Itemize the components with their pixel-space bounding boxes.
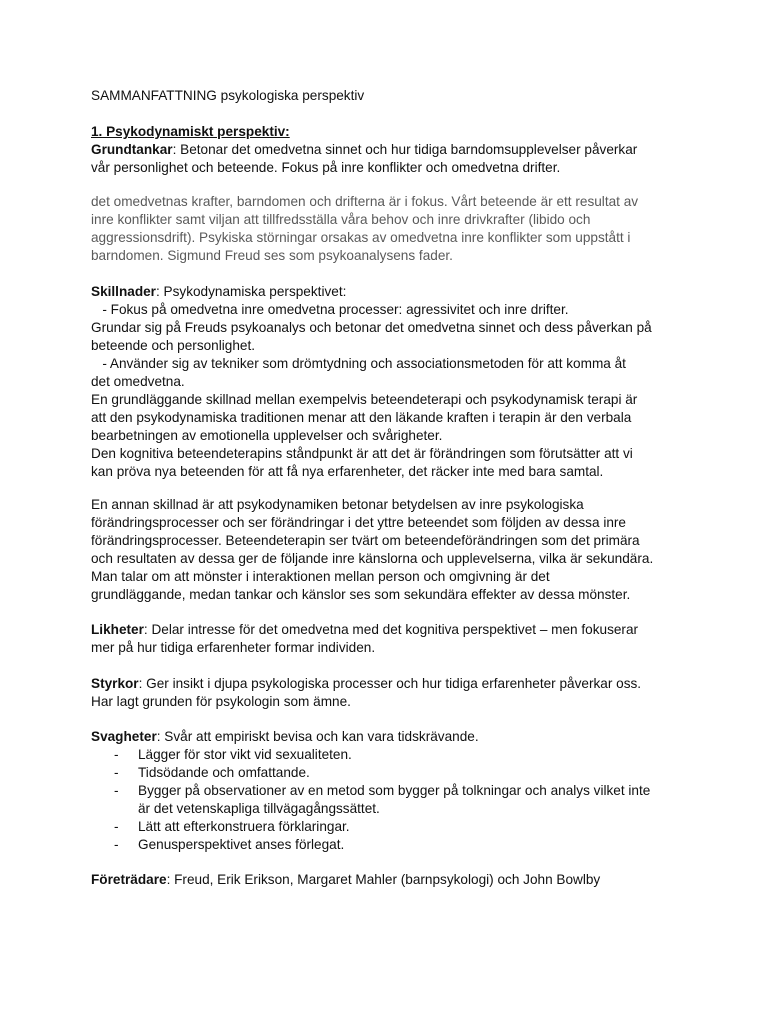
dash-bullet: - [114,819,119,834]
list-item [91,782,691,800]
list-item-text: Lätt att efterkonstruera förklaringar. [138,819,350,834]
skillnader-line: det omedvetna. [91,374,185,389]
foretradare-label: Företrädare [91,872,167,887]
likheter-text: mer på hur tidiga erfarenheter formar individen. [91,640,376,655]
svagheter-line [91,728,691,746]
svagheter-text: : Svår att empiriskt bevisa och kan vara tidskrävande. [156,729,479,744]
paragraph-line: förändringsprocesser. Beteendeterapin ser tvärt om beteendeförändringen som det primära [91,533,640,548]
styrkor-text: Har lagt grunden för psykologin som ämne. [91,694,351,709]
list-item [91,836,691,854]
list-item-continuation [91,800,691,818]
skillnader-line: En grundläggande skillnad mellan exempelvis beteendeterapi och psykodynamisk terapi är [91,392,638,407]
list-item-text: Genusperspektivet anses förlegat. [138,837,345,852]
document-title: SAMMANFATTNING psykologiska perspektiv [91,88,365,103]
grundtankar-text: vår personlighet och beteende. Fokus på inre konflikter och omedvetna drifter. [91,160,561,175]
dash-bullet: - [114,783,119,798]
skillnader-line: att den psykodynamiska traditionen menar att den läkande kraften i terapin är den verbala [91,410,632,425]
styrkor-section [91,675,691,711]
paragraph-line: och resultaten av dessa ger de följande inre känslorna och upplevelserna, vilka är sekundära. [91,551,654,566]
styrkor-line [91,675,691,693]
svagheter-section [91,728,691,854]
styrkor-label: Styrkor [91,676,139,691]
paragraph-line: inre konflikter samt viljan att tillfredsställa våra behov och inre drivkrafter (libido och [91,212,591,227]
list-item [91,818,691,836]
skillnader-line: Den kognitiva beteendeterapins ståndpunkt är att det är förändringen som förutsätter att vi [91,446,633,461]
list-item-text: Tidsödande och omfattande. [138,765,310,780]
grundtankar-text: : Betonar det omedvetna sinnet och hur tidiga barndomsupplevelser påverkar [172,142,638,157]
styrkor-text: : Ger insikt i djupa psykologiska processer och hur tidiga erfarenheter påverkar oss. [138,676,642,691]
section-psykodynamiskt [91,123,691,177]
list-item-text: Lägger för stor vikt vid sexualiteten. [138,747,352,762]
skillnader-section [91,283,691,481]
list-item [91,746,691,764]
skillnader-line: bearbetningen av emotionella upplevelser och svårigheter. [91,428,443,443]
paragraph-line: aggressionsdrift). Psykiska störningar orsakas av omedvetna inre konflikter som uppstått i [91,230,631,245]
intro-paragraph [91,193,691,265]
skillnader-heading-line [91,283,691,301]
dash-bullet: - [114,765,119,780]
skillnader-intro: : Psykodynamiska perspektivet: [155,284,347,299]
paragraph-line: En annan skillnad är att psykodynamiken betonar betydelsen av inre psykologiska [91,497,584,512]
paragraph-line: förändringsprocesser och ser förändringar i det yttre beteendet som följden av dessa inre [91,515,626,530]
skillnader-line: kan pröva nya beteenden för att få nya erfarenheter, det räcker inte med bara samtal. [91,464,604,479]
grundtankar-line [91,141,691,159]
grundtankar-label: Grundtankar [91,142,173,157]
skillnader-line: beteende och personlighet. [91,338,256,353]
list-item [91,764,691,782]
dash-bullet: - [114,837,119,852]
likheter-section [91,621,691,657]
skillnader-line: - Fokus på omedvetna inre omedvetna processer: agressivitet och inre drifter. [91,302,569,317]
skillnader-line: Grundar sig på Freuds psykoanalys och betonar det omedvetna sinnet och dess påverkan på [91,320,652,335]
svagheter-label: Svagheter [91,729,157,744]
foretradare-section [91,871,691,889]
annan-skillnad-paragraph [91,496,691,604]
paragraph-line: grundläggande, medan tankar och känslor ses som sekundära effekter av dessa mönster. [91,587,631,602]
foretradare-text: : Freud, Erik Erikson, Margaret Mahler (barnpsykologi) och John Bowlby [166,872,601,887]
dash-bullet: - [114,747,119,762]
likheter-label: Likheter [91,622,144,637]
paragraph-line: barndomen. Sigmund Freud ses som psykoanalysens fader. [91,248,453,263]
skillnader-label: Skillnader [91,284,156,299]
list-item-text: Bygger på observationer av en metod som bygger på tolkningar och analys vilket inte [138,783,651,798]
skillnader-line: - Använder sig av tekniker som drömtydning och associationsmetoden för att komma åt [91,356,626,371]
paragraph-line: det omedvetnas krafter, barndomen och drifterna är i fokus. Vårt beteende är ett resultat av [91,194,639,209]
paragraph-line: Man talar om att mönster i interaktionen mellan person och omgivning är det [91,569,550,584]
likheter-text: : Delar intresse för det omedvetna med det kognitiva perspektivet – men fokuserar [143,622,639,637]
section-heading: 1. Psykodynamiskt perspektiv: [91,124,290,139]
list-item-text: är det vetenskapliga tillvägagångssättet. [138,801,380,816]
foretradare-line [91,871,691,889]
likheter-line [91,621,691,639]
